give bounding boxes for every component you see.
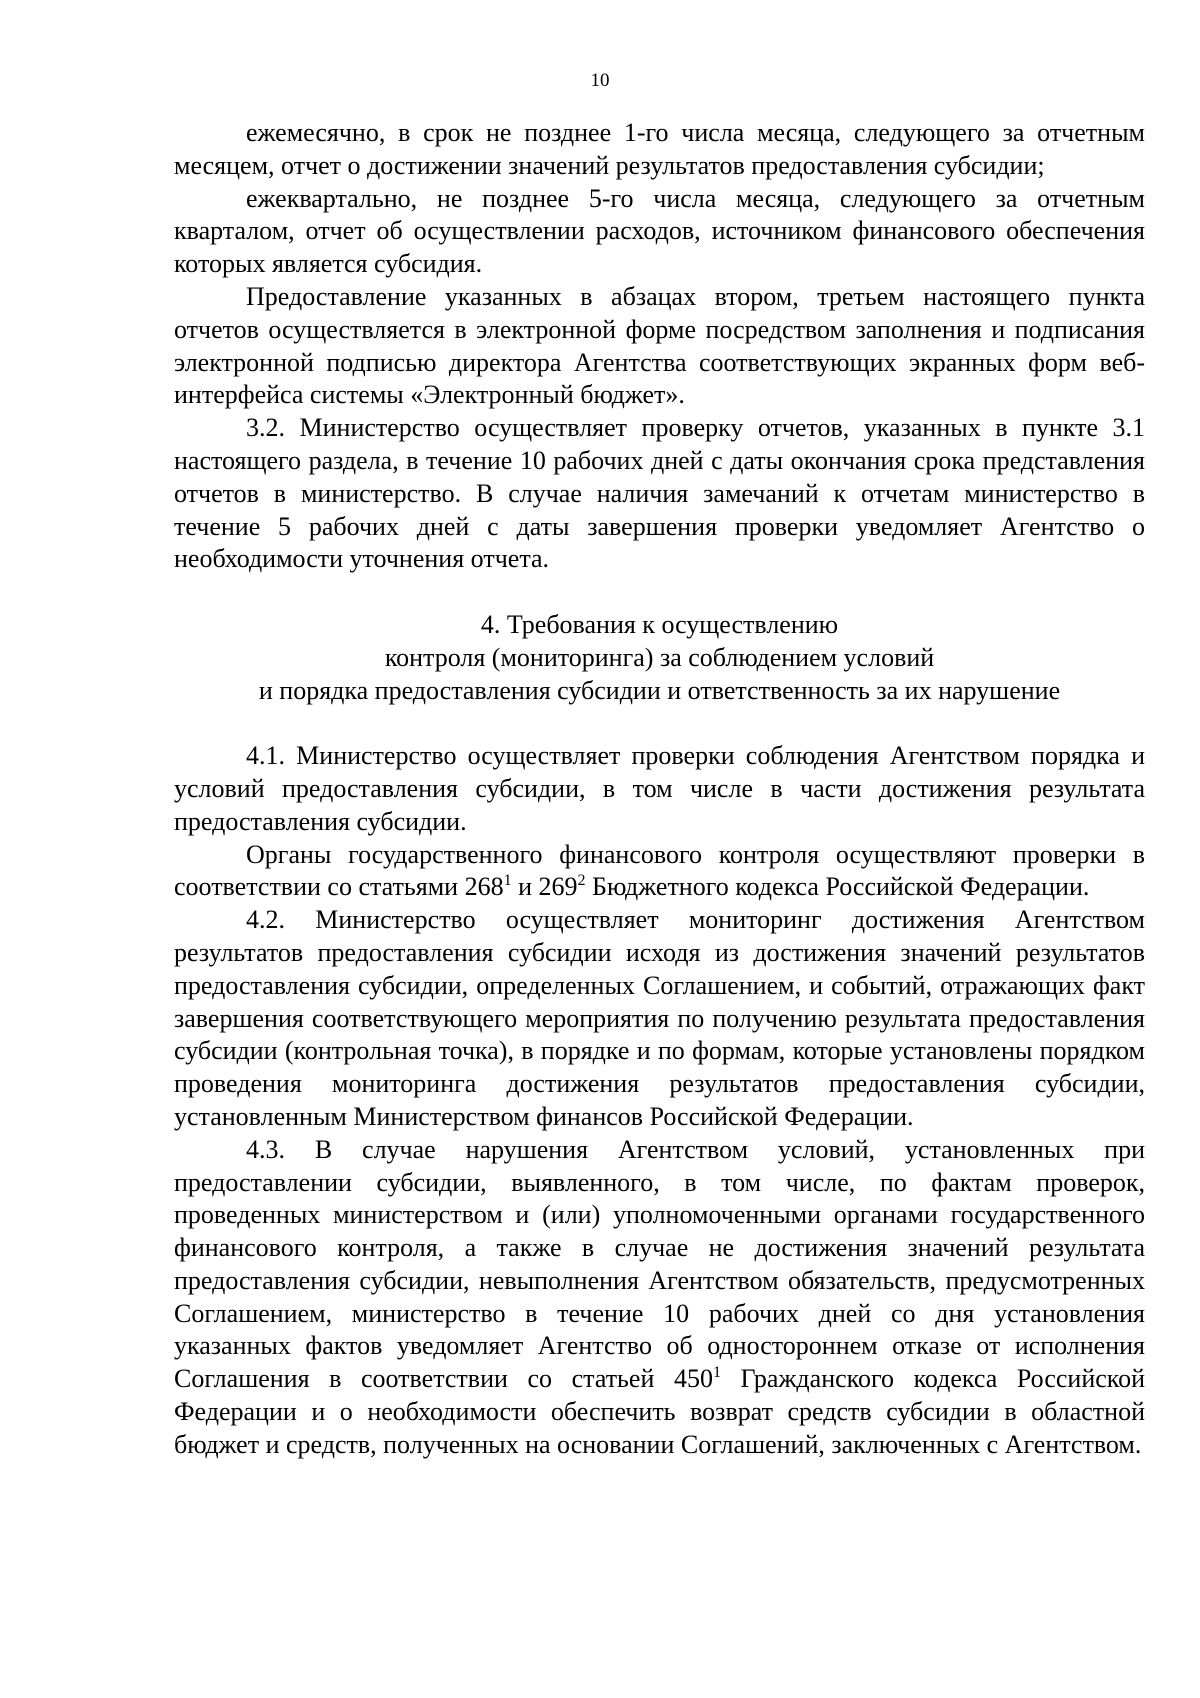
section-heading-line-1: 4. Требования к осуществлению (480, 609, 839, 639)
paragraph-monthly-report: ежемесячно, в срок не позднее 1-го числа месяца, следующего за отчетным месяцем, отчет о достижении значений результатов предоставления субсидии; (174, 118, 1145, 180)
paragraph-4-1: 4.1. Министерство осуществляет проверки соблюдения Агентством порядка и условий предоставления субсидии, в том числе в части достижения результата предоставления субсидии. (174, 741, 1145, 836)
article-450-superscript: 1 (712, 1364, 721, 1382)
section-4-heading (174, 609, 1145, 707)
paragraph-financial-control-organs (174, 839, 1145, 905)
paragraph-4-2: 4.2. Министерство осуществляет мониторинг достижения Агентством результатов предоставления субсидии исходя из достижения значений результатов предоставления субсидии, определенных Соглашением, и событий, отражающих факт завершения соответствующего мероприятия по получению результата предоставления субсидии (контрольная точка), в порядке и по формам, которые установлены порядком проведения мониторинга достижения результатов предоставления субсидии, установленным Министерством финансов Российской Федерации. (174, 905, 1145, 1131)
paragraph-3-2: 3.2. Министерство осуществляет проверку отчетов, указанных в пункте 3.1 настоящего раздела, в течение 10 рабочих дней с даты окончания срока представления отчетов в министерство. В случае наличия замечаний к отчетам министерство в течение 5 рабочих дней с даты завершения проверки уведомляет Агентство о необходимости уточнения отчета. (174, 413, 1145, 574)
paragraph-4-3 (174, 1134, 1145, 1462)
financial-control-text-3: Бюджетного кодекса Российской Федерации. (585, 872, 1090, 902)
financial-control-text-2: и 269 (511, 872, 578, 902)
section-heading-line-2: контроля (мониторинга) за соблюдением условий (384, 642, 935, 672)
paragraph-electronic-submission: Предоставление указанных в абзацах втором, третьем настоящего пункта отчетов осуществляется в электронной форме посредством заполнения и подписания электронной подписью директора Агентства соответствующих экранных форм веб-интерфейса системы «Электронный бюджет». (174, 281, 1145, 410)
page-number: 10 (590, 70, 610, 91)
financial-control-text-1: Органы государственного финансового контроля осуществляют проверки в соответствии со статьями 268 (174, 839, 1145, 902)
article-268-superscript: 1 (503, 872, 512, 890)
section-heading-line-3: и порядка предоставления субсидии и ответственность за их нарушение (258, 675, 1061, 705)
paragraph-4-3-text-1: 4.3. В случае нарушения Агентством условий, установленных при предоставлении субсидии, выявленного, в том числе, по фактам проверок, проведенных министерством и (или) уполномоченными органами государственного финансового контроля, а также в случае не достижения значений результата предоставления субсидии, невыполнения Агентством обязательств, предусмотренных Соглашением, министерство в течение 10 рабочих дней со дня установления указанных фактов уведомляет Агентство об одностороннем отказе от исполнения Соглашения в соответствии со статьей 450 (174, 1134, 1145, 1394)
paragraph-4-3-text-2: Гражданского кодекса Российской Федерации и о необходимости обеспечить возврат средств субсидии в областной бюджет и средств, полученных на основании Соглашений, заключенных с Агентством. (174, 1364, 1145, 1459)
document-body (174, 117, 1145, 1462)
article-269-superscript: 2 (577, 872, 586, 890)
paragraph-quarterly-report: ежеквартально, не позднее 5-го числа месяца, следующего за отчетным кварталом, отчет об осуществлении расходов, источником финансового обеспечения которых является субсидия. (174, 183, 1145, 279)
